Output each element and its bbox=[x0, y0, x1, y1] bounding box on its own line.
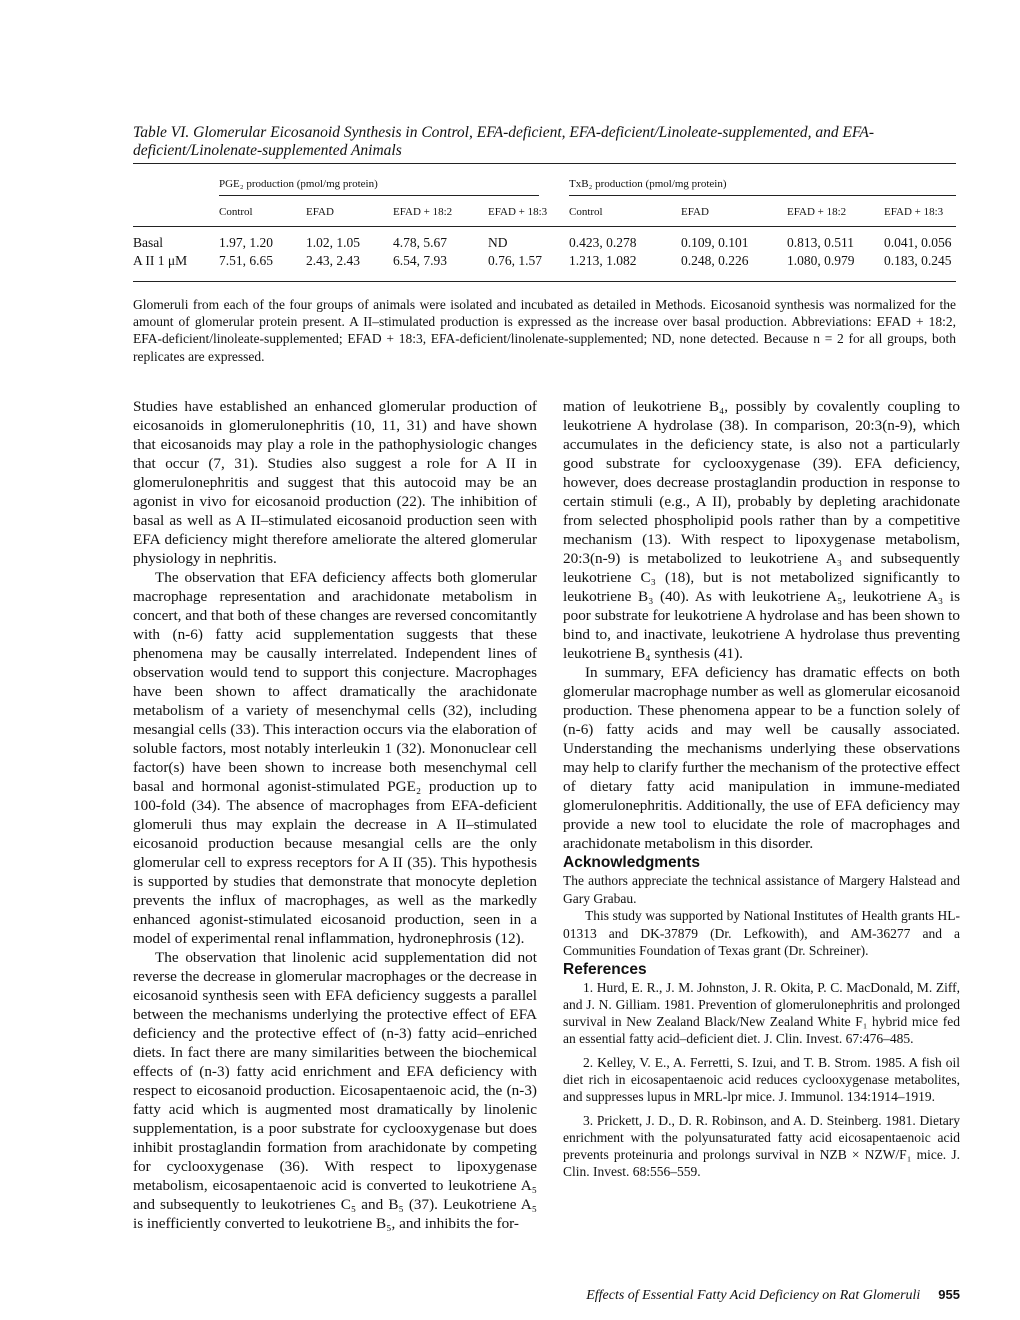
acknowledgment-paragraph: This study was supported by National Institutes of Health grants HL-01313 and DK-37879 (Dr. Lefkowith), and AM-36277 and a Communities Foundation of Texas grant (Dr. Schreiner). bbox=[563, 908, 960, 958]
table-cell: 1.080, 0.979 bbox=[787, 253, 855, 268]
table-cell: ND bbox=[488, 235, 508, 250]
references-list bbox=[563, 979, 960, 1181]
col-header: EFAD + 18:2 bbox=[393, 206, 453, 218]
pge2-group-underline bbox=[219, 195, 539, 196]
table-cell: 4.78, 5.67 bbox=[393, 235, 447, 250]
table-cell: 1.02, 1.05 bbox=[306, 235, 360, 250]
table-header-rule bbox=[133, 226, 956, 227]
reference-item: 3. Prickett, J. D., D. R. Robinson, and A. D. Steinberg. 1981. Dietary enrichment with the polyunsaturated fatty acid eicosapentaenoic acid prevents proteinuria and prolongs survival in NZB × NZW/F₁ mice. J. Clin. Invest. 68:556–559. bbox=[563, 1112, 960, 1180]
col-header: EFAD + 18:3 bbox=[488, 206, 548, 218]
table-cell: 0.813, 0.511 bbox=[787, 235, 854, 250]
references-heading: References bbox=[563, 960, 647, 978]
body-paragraph: In summary, EFA deficiency has dramatic effects on both glomerular macrophage number as well as glomerular eicosanoid production. These phenomena appear to be a function solely of (n-6) fatty acids and may well be causally associated. Understanding the mechanisms underlying these observations may help to clarify further the mechanism of the protective effect of dietary fatty acid manipulation in immune-mediated glomerulonephritis. Additionally, the use of EFA deficiency may provide a new tool to elucidate the role of macrophages and arachidonate metabolism in this disorder. bbox=[563, 664, 960, 852]
table-cell: 0.041, 0.056 bbox=[884, 235, 952, 250]
table-cell: 6.54, 7.93 bbox=[393, 253, 447, 268]
col-header: EFAD bbox=[681, 206, 709, 218]
col-header: EFAD + 18:2 bbox=[787, 206, 847, 218]
table-caption: Table VI. Glomerular Eicosanoid Synthesis in Control, EFA-deficient, EFA-deficient/Linoleate-supplemented, and EFA-deficient/Linolenate-supplemented Animals bbox=[133, 124, 875, 159]
body-paragraph: Studies have established an enhanced glomerular production of eicosanoids in glomerulonephritis (10, 11, 31) and have shown that eicosanoids may play a role in the pathophysiologic changes that occur (7, 31). Studies also suggest a role for A II in glomerulonephritis and suggest that this autocoid may be an agonist in vivo for eicosanoid production (22). The inhibition of basal as well as A II–stimulated eicosanoid production seen with EFA deficiency might therefore ameliorate the altered glomerular physiology in nephritis. bbox=[133, 398, 537, 567]
acknowledgments-heading: Acknowledgments bbox=[563, 854, 700, 871]
acknowledgment-paragraph: The authors appreciate the technical assistance of Margery Halstead and Gary Grabau. bbox=[563, 873, 960, 906]
body-paragraph: The observation that EFA deficiency affects both glomerular macrophage representation and arachidonate metabolism in concert, and that both of these changes are reversed concomitantly with (n-6) fatty acid supplementation suggests that these phenomena may be causally interrelated. Independent lines of observation would tend to support this conjecture. Macrophages have been shown to affect dramatically the arachidonate metabolism of a variety of mesenchymal cells (32), including mesangial cells (33). This interaction occurs via the elaboration of soluble factors, most notably interleukin 1 (32). Mononuclear cell factor(s) have been shown to increase both mesenchymal cell basal and hormonal agonist-stimulated PGE₂ production up to 100-fold (34). The absence of macrophages from EFA-deficient glomeruli thus may explain the decrease in A II–stimulated eicosanoid production because mesangial cells are the only glomerular cell to express receptors for A II (35). This hypothesis is supported by studies that demonstrate that monocyte depletion prevents the influx of macrophages, as well as the markedly enhanced agonist-stimulated eicosanoid production, seen in a model of experimental renal inflammation, hydronephrosis (12). bbox=[133, 569, 537, 947]
table-cell: 7.51, 6.65 bbox=[219, 253, 273, 268]
body-paragraph: The observation that linolenic acid supplementation did not reverse the decrease in glomerular macrophages or the decrease in eicosanoid synthesis seen with EFA deficiency suggests a parallel between the mechanisms underlying the protective effect of EFA deficiency and the protective effect of (n-3) fatty acid–enriched diets. In fact there are many similarities between the biochemical effects of (n-3) fatty acid enrichment and EFA deficiency with respect to eicosanoid production. Eicosapentaenoic acid, the (n-3) fatty acid which is augmented most dramatically by linolenic supplementation, is a poor substrate for cyclooxygenase but does inhibit prostaglandin formation from arachidonate by competing for cyclooxygenase (36). With respect to lipoxygenase metabolism, eicosapentaenoic acid is converted to leukotriene A₅ and subsequently to leukotrienes C₅ and B₅ (37). Leukotriene A₅ is inefficiently converted to leukotriene B₅, and inhibits the for- bbox=[133, 949, 537, 1232]
col-header: Control bbox=[219, 206, 253, 218]
left-column bbox=[133, 397, 537, 1233]
table-cell: 2.43, 2.43 bbox=[306, 253, 360, 268]
page-number: 955 bbox=[938, 1287, 960, 1302]
group-header-pge2: PGE₂ production (pmol/mg protein) bbox=[219, 178, 378, 190]
body-paragraph: mation of leukotriene B₄, possibly by covalently coupling to leukotriene A hydrolase (38). In comparison, 20:3(n-9), which accumulates in the deficiency state, is also not a particularly good substrate for cyclooxygenase (39). EFA deficiency, however, does decrease prostaglandin production in response to certain stimuli (e.g., A II), probably by depleting arachidonate from selected phospholipid pools rather than by a competitive mechanism (13). With respect to lipoxygenase metabolism, 20:3(n-9) is metabolized to leukotriene A₃ and subsequently leukotriene C₃ (18), but is not metabolized significantly to leukotriene B₃ (40). As with leukotriene A₅, leukotriene A₃ is poor substrate for leukotriene A hydrolase and has been shown to bind to, and inactivate, leukotriene A hydrolase thus preventing leukotriene B₄ synthesis (41). bbox=[563, 398, 960, 662]
col-header: Control bbox=[569, 206, 603, 218]
right-column bbox=[563, 397, 960, 1187]
acknowledgments-section bbox=[563, 872, 960, 960]
table-cell: 0.76, 1.57 bbox=[488, 253, 542, 268]
table-cell: 0.423, 0.278 bbox=[569, 235, 637, 250]
col-header: EFAD + 18:3 bbox=[884, 206, 944, 218]
group-header-txb2: TxB₂ production (pmol/mg protein) bbox=[569, 178, 727, 190]
running-footer bbox=[586, 1287, 960, 1304]
reference-item: 2. Kelley, V. E., A. Ferretti, S. Izui, and T. B. Strom. 1985. A fish oil diet rich in eicosapentaenoic acid reduces cyclooxygenase metabolites, and suppresses lupus in MRL-lpr mice. J. Immunol. 134:1914–1919. bbox=[563, 1054, 960, 1105]
row-label: A II 1 μM bbox=[133, 253, 188, 268]
table-bottom-rule bbox=[133, 281, 956, 282]
table-cell: 1.213, 1.082 bbox=[569, 253, 637, 268]
running-title: Effects of Essential Fatty Acid Deficiency on Rat Glomeruli bbox=[586, 1288, 921, 1303]
txb2-group-underline bbox=[569, 195, 956, 196]
col-header: EFAD bbox=[306, 206, 334, 218]
table-cell: 0.109, 0.101 bbox=[681, 235, 749, 250]
row-label: Basal bbox=[133, 235, 163, 250]
reference-item: 1. Hurd, E. R., J. M. Johnston, J. R. Okita, P. C. MacDonald, M. Ziff, and J. N. Gilliam. 1981. Prevention of glomerulonephritis and prolonged survival in New Zealand Black/New Zealand White F₁ hybrid mice fed an essential fatty acid–deficient diet. J. Clin. Invest. 67:476–485. bbox=[563, 979, 960, 1047]
table-cell: 0.248, 0.226 bbox=[681, 253, 749, 268]
table-cell: 1.97, 1.20 bbox=[219, 235, 273, 250]
table-cell: 0.183, 0.245 bbox=[884, 253, 952, 268]
table-top-rule bbox=[133, 163, 956, 164]
table-footnote: Glomeruli from each of the four groups of animals were isolated and incubated as detailed in Methods. Eicosanoid synthesis was normalized for the amount of glomerular protein present. A II–stimulated production is expressed as the increase over basal production. Abbreviations: EFAD + 18:2, EFA-deficient/linoleate-supplemented; EFAD + 18:3, EFA-deficient/linolenate-supplemented; ND, none detected. Because n = 2 for all groups, both replicates are expressed. bbox=[133, 297, 956, 364]
